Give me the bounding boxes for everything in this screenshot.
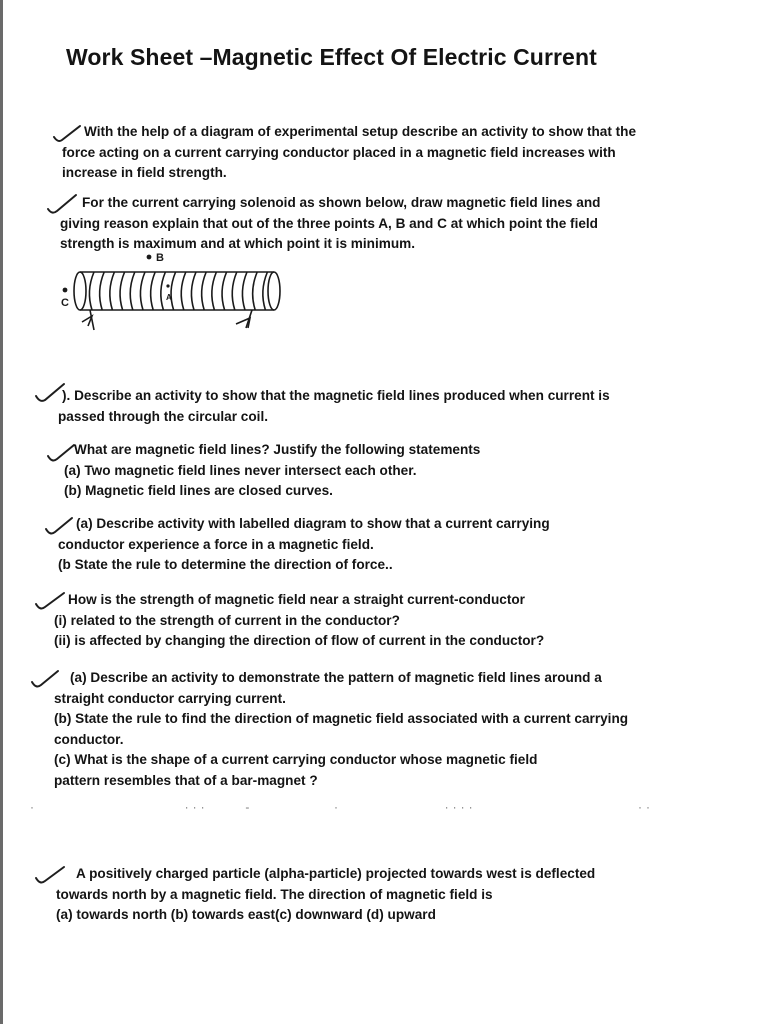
question-2 [60, 193, 600, 255]
solenoid-turn [253, 272, 258, 310]
scan-specks: · ··· - · ···· ·· [30, 800, 654, 814]
question-text-line: straight conductor carrying current. [54, 690, 286, 706]
question-text-line: (a) Describe an activity to demonstrate the pattern of magnetic field lines around a [70, 670, 602, 685]
question-text-line: giving reason explain that out of the three points A, B and C at which point the field [60, 215, 598, 231]
question-text-line: (a) Describe activity with labelled diagram to show that a current carrying [76, 516, 550, 531]
page-title: Work Sheet –Magnetic Effect Of Electric Current [66, 44, 597, 70]
solenoid-turn [120, 272, 125, 310]
question-text-line: (ii) is affected by changing the direction of flow of current in the conductor? [54, 633, 545, 648]
solenoid-turns [89, 272, 267, 310]
question-7 [54, 668, 628, 791]
solenoid-turn [171, 272, 176, 310]
question-text-line: pattern resembles that of a bar-magnet ? [54, 772, 318, 788]
question-text-line: passed through the circular coil. [58, 408, 268, 424]
point-a-label: A [166, 293, 172, 302]
solenoid-turn [202, 272, 207, 310]
question-6 [54, 590, 544, 652]
solenoid-turn [110, 272, 115, 310]
solenoid-turn [222, 272, 227, 310]
solenoid-turn [181, 272, 186, 310]
question-text-line: ). Describe an activity to show that the magnetic field lines produced when current is [62, 388, 610, 403]
solenoid-left-end [74, 272, 86, 310]
solenoid-turn [242, 272, 247, 310]
point-c-dot [63, 288, 68, 293]
point-b-dot [147, 255, 152, 260]
question-1 [62, 122, 636, 184]
question-text-line: (b) Magnetic field lines are closed curves. [64, 483, 333, 498]
point-c-label: C [61, 297, 69, 309]
question-text-line: conductor experience a force in a magnetic field. [58, 536, 374, 552]
question-text-line: How is the strength of magnetic field near a straight current-conductor [68, 592, 525, 607]
question-text-line: For the current carrying solenoid as shown below, draw magnetic field lines and [82, 195, 601, 210]
question-text-line: (b State the rule to determine the direction of force.. [58, 557, 393, 572]
point-b-label: B [156, 252, 164, 264]
question-text-line: (i) related to the strength of current in the conductor? [54, 612, 400, 628]
question-3 [58, 386, 610, 427]
question-text-line: What are magnetic field lines? Justify the following statements [74, 442, 481, 457]
question-text-line: force acting on a current carrying conductor placed in a magnetic field increases with [62, 144, 616, 160]
question-text-line: A positively charged particle (alpha-particle) projected towards west is deflected [76, 866, 596, 881]
solenoid-turn [263, 272, 268, 310]
page-edge [0, 0, 3, 1024]
solenoid-turn [89, 272, 94, 310]
solenoid-turn [100, 272, 105, 310]
question-5 [58, 514, 550, 576]
solenoid-turn [151, 272, 156, 310]
question-text-line: increase in field strength. [62, 165, 227, 180]
solenoid-turn [232, 272, 237, 310]
current-arrow-left [82, 316, 92, 326]
point-a-dot [166, 284, 169, 287]
question-text-line: (c) What is the shape of a current carrying conductor whose magnetic field [54, 752, 538, 767]
question-text-line: (a) Two magnetic field lines never intersect each other. [64, 462, 417, 478]
question-4 [60, 440, 480, 502]
solenoid-turn [161, 272, 166, 310]
solenoid-turn [212, 272, 217, 310]
solenoid-turn [140, 272, 145, 310]
solenoid-diagram [56, 248, 296, 343]
question-9 [56, 864, 595, 926]
question-text-line: conductor. [54, 731, 124, 747]
question-text-line: With the help of a diagram of experimental setup describe an activity to show that the [84, 124, 637, 139]
solenoid-turn [191, 272, 196, 310]
question-text-line: strength is maximum and at which point it is minimum. [60, 236, 415, 251]
question-text-line: (b) State the rule to find the direction of magnetic field associated with a current carrying [54, 711, 629, 726]
solenoid-turn [130, 272, 135, 310]
question-text-line: towards north by a magnetic field. The direction of magnetic field is [56, 886, 493, 902]
question-text-line: (a) towards north (b) towards east(c) downward (d) upward [56, 907, 436, 922]
solenoid-right-end [268, 272, 280, 310]
